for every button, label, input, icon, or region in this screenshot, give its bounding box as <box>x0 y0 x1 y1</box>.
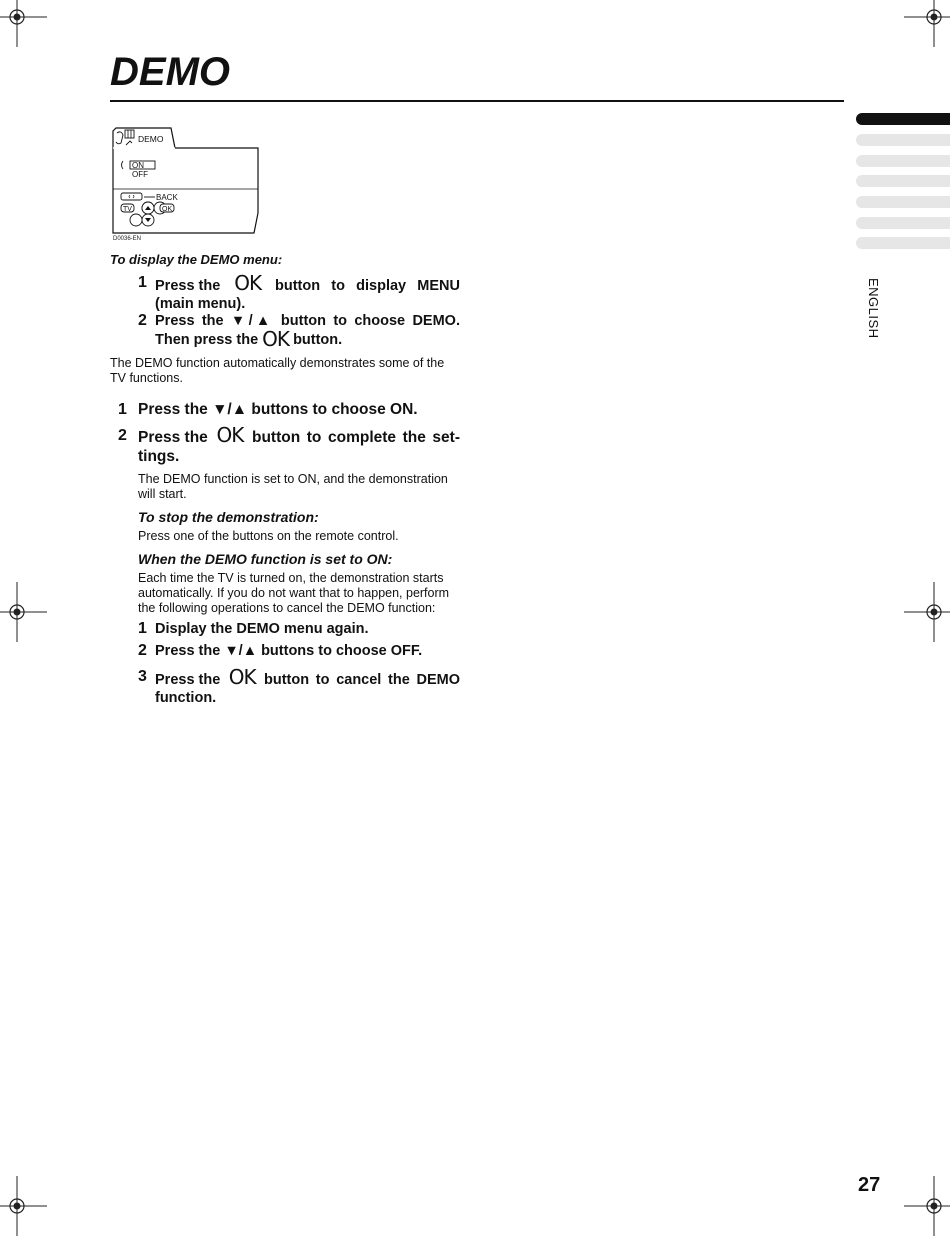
registration-mark-top-right <box>904 0 950 47</box>
demo-start-text: The DEMO function is set to ON, and the demonstration will start. <box>138 472 448 501</box>
step-text: Then press the <box>155 332 259 348</box>
page-number: 27 <box>858 1174 881 1196</box>
step-number: 1 <box>138 620 147 637</box>
section-tab-active <box>856 113 950 125</box>
osd-back-label: BACK <box>156 193 178 202</box>
step-text: Press the ▼/▲ buttons to choose OFF. <box>155 643 423 659</box>
figure-code: D0036-EN <box>113 236 142 242</box>
page-title: DEMO <box>110 50 230 94</box>
step-text: Press the <box>138 429 208 446</box>
step-text: Press the ▼/▲ button to choose DEMO. <box>155 313 460 329</box>
section-tab <box>856 196 950 208</box>
step-number: 2 <box>118 427 127 444</box>
step-number: 1 <box>118 401 127 418</box>
ok-button-symbol: OK <box>216 423 244 447</box>
stop-text: Press one of the buttons on the remote control. <box>138 529 399 543</box>
ok-button-symbol: OK <box>262 327 290 351</box>
ok-button-symbol: OK <box>234 271 262 295</box>
main-step-1 <box>118 400 460 420</box>
osd-tv-label: TV <box>123 206 132 213</box>
osd-ok-label: OK <box>162 206 173 213</box>
stop-heading: To stop the demonstration: <box>138 509 319 525</box>
when-on-heading: When the DEMO function is set to ON: <box>138 551 393 567</box>
step-text: button to display MENU <box>275 278 460 294</box>
section-tab <box>856 155 950 167</box>
step-number: 1 <box>138 274 147 291</box>
cancel-step-3: 3 Press the OK button to cancel the DEMO function. <box>138 665 460 706</box>
title-rule <box>110 100 844 102</box>
when-on-text: Each time the TV is turned on, the demonstration starts automatically. If you do not want that to happen, perform the following operations to cancel the DEMO function: <box>138 571 450 615</box>
step-text: Press the <box>155 672 221 688</box>
step-text: Press the <box>155 278 221 294</box>
step-text: Press the ▼/▲ buttons to choose ON. <box>138 401 418 418</box>
section-tab <box>856 134 950 146</box>
step-number: 2 <box>138 312 147 329</box>
display-menu-heading: To display the DEMO menu: <box>110 252 283 267</box>
section-tab <box>856 175 950 187</box>
cancel-step-1 <box>138 620 460 640</box>
step-text: button. <box>293 332 343 348</box>
cancel-step-2 <box>138 642 460 662</box>
step-number: 3 <box>138 668 147 685</box>
display-step-2 <box>138 312 460 351</box>
display-step-1: 1 Press the OK button to display MENU (main menu). <box>138 271 460 312</box>
step-number: 2 <box>138 642 147 659</box>
ok-button-symbol: OK <box>228 665 256 689</box>
demo-menu-illustration <box>112 127 260 237</box>
section-tab <box>856 217 950 229</box>
main-step-2: 2 Press the OK button to complete the set- tings. <box>118 423 460 465</box>
registration-mark-bottom-left <box>0 1176 47 1236</box>
step-text: Display the DEMO menu again. <box>155 621 369 637</box>
registration-mark-mid-right <box>904 582 950 642</box>
osd-tab-label: DEMO <box>138 134 164 144</box>
registration-mark-bottom-right <box>904 1176 950 1236</box>
language-tab-label: ENGLISH <box>866 278 881 339</box>
osd-option-off: OFF <box>132 170 148 179</box>
osd-option-on: ON <box>132 161 144 170</box>
section-tab <box>856 237 950 249</box>
registration-mark-mid-left <box>0 582 47 642</box>
intro-text: The DEMO function automatically demonstrates some of the TV functions. <box>110 356 445 385</box>
registration-mark-top-left <box>0 0 47 47</box>
